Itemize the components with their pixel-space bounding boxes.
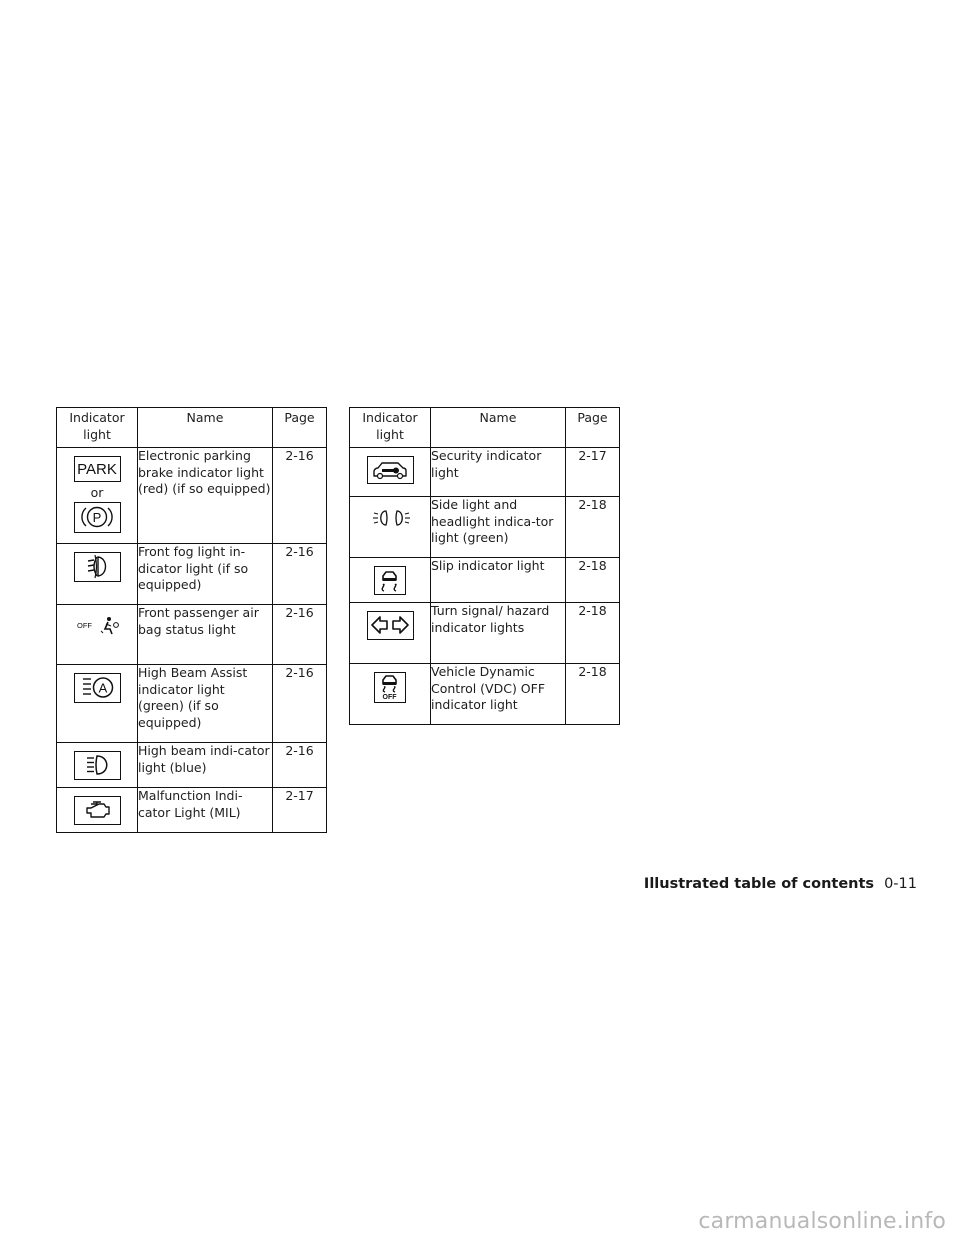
table-header-row bbox=[350, 408, 620, 448]
indicator-cell bbox=[350, 558, 431, 603]
indicator-page: 2-18 bbox=[566, 497, 620, 558]
turn-signal-icon bbox=[367, 611, 414, 640]
indicator-cell bbox=[57, 605, 138, 665]
table-row bbox=[350, 558, 620, 603]
engine-malfunction-icon bbox=[74, 796, 121, 825]
indicator-name: Vehicle Dynamic Control (VDC) OFF indicator light bbox=[431, 664, 566, 725]
indicator-page: 2-18 bbox=[566, 664, 620, 725]
table-row bbox=[350, 497, 620, 558]
a-text: A bbox=[98, 680, 107, 696]
indicator-name: Slip indicator light bbox=[431, 558, 566, 603]
indicator-name: High beam indi-cator light (blue) bbox=[138, 743, 273, 788]
watermark: carmanualsonline.info bbox=[698, 1209, 946, 1234]
header-indicator-light: Indicator light bbox=[57, 408, 138, 448]
airbag-off-icon bbox=[74, 613, 121, 636]
p-text: P bbox=[92, 510, 101, 525]
security-car-key-icon bbox=[367, 456, 414, 484]
header-name: Name bbox=[431, 408, 566, 448]
table-row bbox=[57, 605, 327, 665]
table-header-row bbox=[57, 408, 327, 448]
indicator-cell bbox=[350, 448, 431, 497]
indicator-cell bbox=[350, 497, 431, 558]
off-text: OFF bbox=[76, 621, 92, 630]
indicator-page: 2-16 bbox=[273, 605, 327, 665]
footer-title: Illustrated table of contents bbox=[643, 876, 875, 892]
table-row bbox=[57, 665, 327, 743]
header-indicator-light: Indicator light bbox=[350, 408, 431, 448]
vdc-off-icon bbox=[374, 672, 406, 703]
indicator-page: 2-16 bbox=[273, 544, 327, 605]
header-page: Page bbox=[566, 408, 620, 448]
page-footer bbox=[644, 876, 917, 892]
vdc-off-text: OFF bbox=[382, 694, 397, 701]
front-fog-icon bbox=[74, 552, 121, 582]
table-row bbox=[57, 788, 327, 833]
indicator-page: 2-16 bbox=[273, 743, 327, 788]
high-beam-assist-icon bbox=[74, 673, 121, 703]
indicator-cell bbox=[57, 665, 138, 743]
table-row bbox=[350, 448, 620, 497]
indicator-page: 2-17 bbox=[566, 448, 620, 497]
indicator-name: Electronic parking brake indicator light (red) (if so equipped) bbox=[138, 448, 273, 544]
indicator-name: Front passenger air bag status light bbox=[138, 605, 273, 665]
table-row bbox=[350, 664, 620, 725]
indicator-page: 2-17 bbox=[273, 788, 327, 833]
indicator-name: Malfunction Indi-cator Light (MIL) bbox=[138, 788, 273, 833]
indicator-cell bbox=[57, 448, 138, 544]
or-label: or bbox=[90, 485, 104, 500]
park-text: PARK bbox=[76, 461, 117, 478]
indicator-table-left bbox=[56, 407, 327, 833]
table-row bbox=[57, 448, 327, 544]
indicator-name: Security indicator light bbox=[431, 448, 566, 497]
indicator-page: 2-16 bbox=[273, 665, 327, 743]
indicator-name: Turn signal/ hazard indicator lights bbox=[431, 603, 566, 664]
indicator-cell bbox=[350, 603, 431, 664]
high-beam-icon bbox=[74, 751, 121, 780]
parking-p-icon bbox=[74, 502, 121, 533]
table-row bbox=[57, 544, 327, 605]
indicator-cell bbox=[57, 544, 138, 605]
indicator-page: 2-18 bbox=[566, 558, 620, 603]
footer-page-number: 0-11 bbox=[884, 876, 917, 892]
indicator-cell bbox=[350, 664, 431, 725]
header-name: Name bbox=[138, 408, 273, 448]
header-page: Page bbox=[273, 408, 327, 448]
side-headlight-icon bbox=[367, 505, 414, 529]
indicator-cell bbox=[57, 743, 138, 788]
indicator-table-right bbox=[349, 407, 620, 725]
table-row bbox=[57, 743, 327, 788]
indicator-page: 2-16 bbox=[273, 448, 327, 544]
indicator-name: High Beam Assist indicator light (green) (if so equipped) bbox=[138, 665, 273, 743]
indicator-name: Front fog light in-dicator light (if so equipped) bbox=[138, 544, 273, 605]
indicator-cell bbox=[57, 788, 138, 833]
table-row bbox=[350, 603, 620, 664]
slip-icon bbox=[374, 566, 406, 595]
indicator-name: Side light and headlight indica-tor light (green) bbox=[431, 497, 566, 558]
park-brake-icon bbox=[74, 456, 121, 482]
indicator-page: 2-18 bbox=[566, 603, 620, 664]
